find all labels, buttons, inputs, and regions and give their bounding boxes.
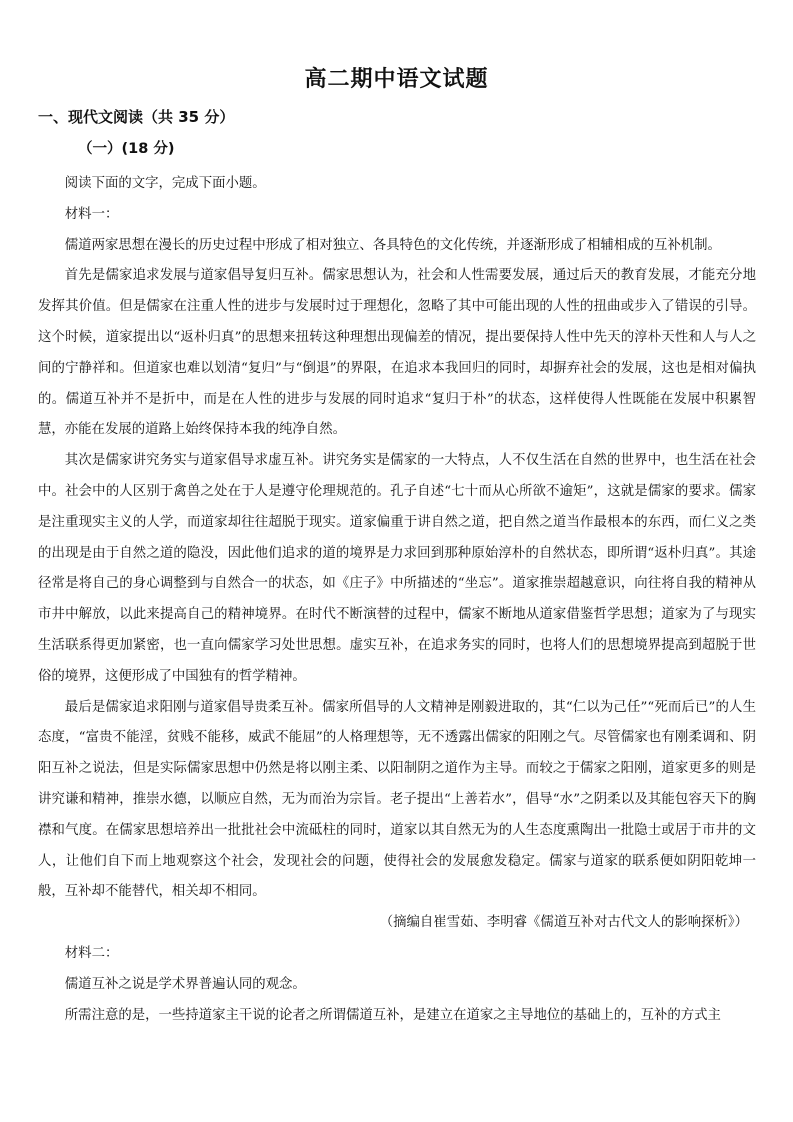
material1-paragraph-4: 最后是儒家追求阳刚与道家倡导贵柔互补。儒家所倡导的人文精神是刚毅进取的，其“仁以为己任”“死而后已”的人生态度，“富贵不能淫，贫贱不能移，威武不能屈”的人格理想等，无不透露出儒家的阳刚之气。尽管儒家也有刚柔调和、阴阳互补之说法，但是实际儒家思想中仍然是将以刚主柔、以阳制阴之道作为主导。而较之于儒家之阳刚，道家更多的则是讲究谦和精神，推崇水德，以顺应自然，无为而治为宗旨。老子提出“上善若水”，倡导“水”之阴柔以及其能包容天下的胸襟和气度。在儒家思想培养出一批批社会中流砥柱的同时，道家以其自然无为的人生态度熏陶出一批隐士或居于市井的文人，让他们自下而上地观察这个社会，发现社会的问题，使得社会的发展愈发稳定。儒家与道家的联系便如阴阳乾坤一般，互补却不能替代，相关却不相同。 <box>38 699 756 900</box>
section-heading: 一、现代文阅读（共 35 分） <box>38 108 235 126</box>
material1-paragraph-3: 其次是儒家讲究务实与道家倡导求虚互补。讲究务实是儒家的一大特点，人不仅生活在自然的世界中，也生活在社会中。社会中的人区别于禽兽之处在于人是遵守伦理规范的。孔子自述“七十而从心所欲不逾矩”，这就是儒家的要求。儒家是注重现实主义的人学，而道家却往往超脱于现实。道家偏重于讲自然之道，把自然之道当作最根本的东西，而仁义之类的出现是由于自然之道的隐没，因此他们追求的道的境界是力求回到那种原始淳朴的自然状态，即所谓“返朴归真”。其途径常是将自己的身心调整到与自然合一的状态，如《庄子》中所描述的“坐忘”。道家推崇超越意识，向往将自我的精神从市井中解放，以此来提高自己的精神境界。在时代不断演替的过程中，儒家不断地从道家借鉴哲学思想；道家为了与现实生活联系得更加紧密，也一直向儒家学习处世思想。虚实互补，在追求务实的同时，也将人们的思想境界提高到超脱于世俗的境界，这便形成了中国独有的哲学精神。 <box>38 453 756 684</box>
page-title: 高二期中语文试题 <box>304 67 489 92</box>
material2-paragraph-1: 儒道互补之说是学术界普遍认同的观念。 <box>64 976 306 992</box>
material1-paragraph-2: 首先是儒家追求发展与道家倡导复归互补。儒家思想认为，社会和人性需要发展，通过后天的教育发展，才能充分地发挥其价值。但是儒家在注重人性的进步与发展时过于理想化，忽略了其中可能出现的人性的扭曲或步入了错误的引导。这个时候，道家提出以“返朴归真”的思想来扭转这种理想出现偏差的情况，提出要保持人性中先天的淳朴天性和人与人之间的宁静祥和。但道家也难以划清“复归”与“倒退”的界限，在追求本我回归的同时，却摒弃社会的发展，这也是相对偏执的。儒道互补并不是折中，而是在人性的进步与发展的同时追求“复归于朴”的状态，这样使得人性既能在发展中积累智慧，亦能在发展的道路上始终保持本我的纯净自然。 <box>38 268 756 438</box>
material1-source: （摘编自崔雪茹、李明睿《儒道互补对古代文人的影响探析》） <box>379 915 748 931</box>
material2-label: 材料二： <box>64 945 119 961</box>
instruction-text: 阅读下面的文字，完成下面小题。 <box>64 176 266 191</box>
reading-passage <box>38 169 756 1031</box>
material2-paragraph-2: 所需注意的是，一些持道家主干说的论者之所谓儒道互补，是建立在道家之主导地位的基础上的，互补的方式主 <box>64 1007 721 1023</box>
material1-label: 材料一： <box>64 206 119 222</box>
material1-paragraph-1: 儒道两家思想在漫长的历史过程中形成了相对独立、各具特色的文化传统，并逐渐形成了相辅相成的互补机制。 <box>64 237 721 253</box>
subsection-heading: （一）(18 分) <box>78 141 175 157</box>
